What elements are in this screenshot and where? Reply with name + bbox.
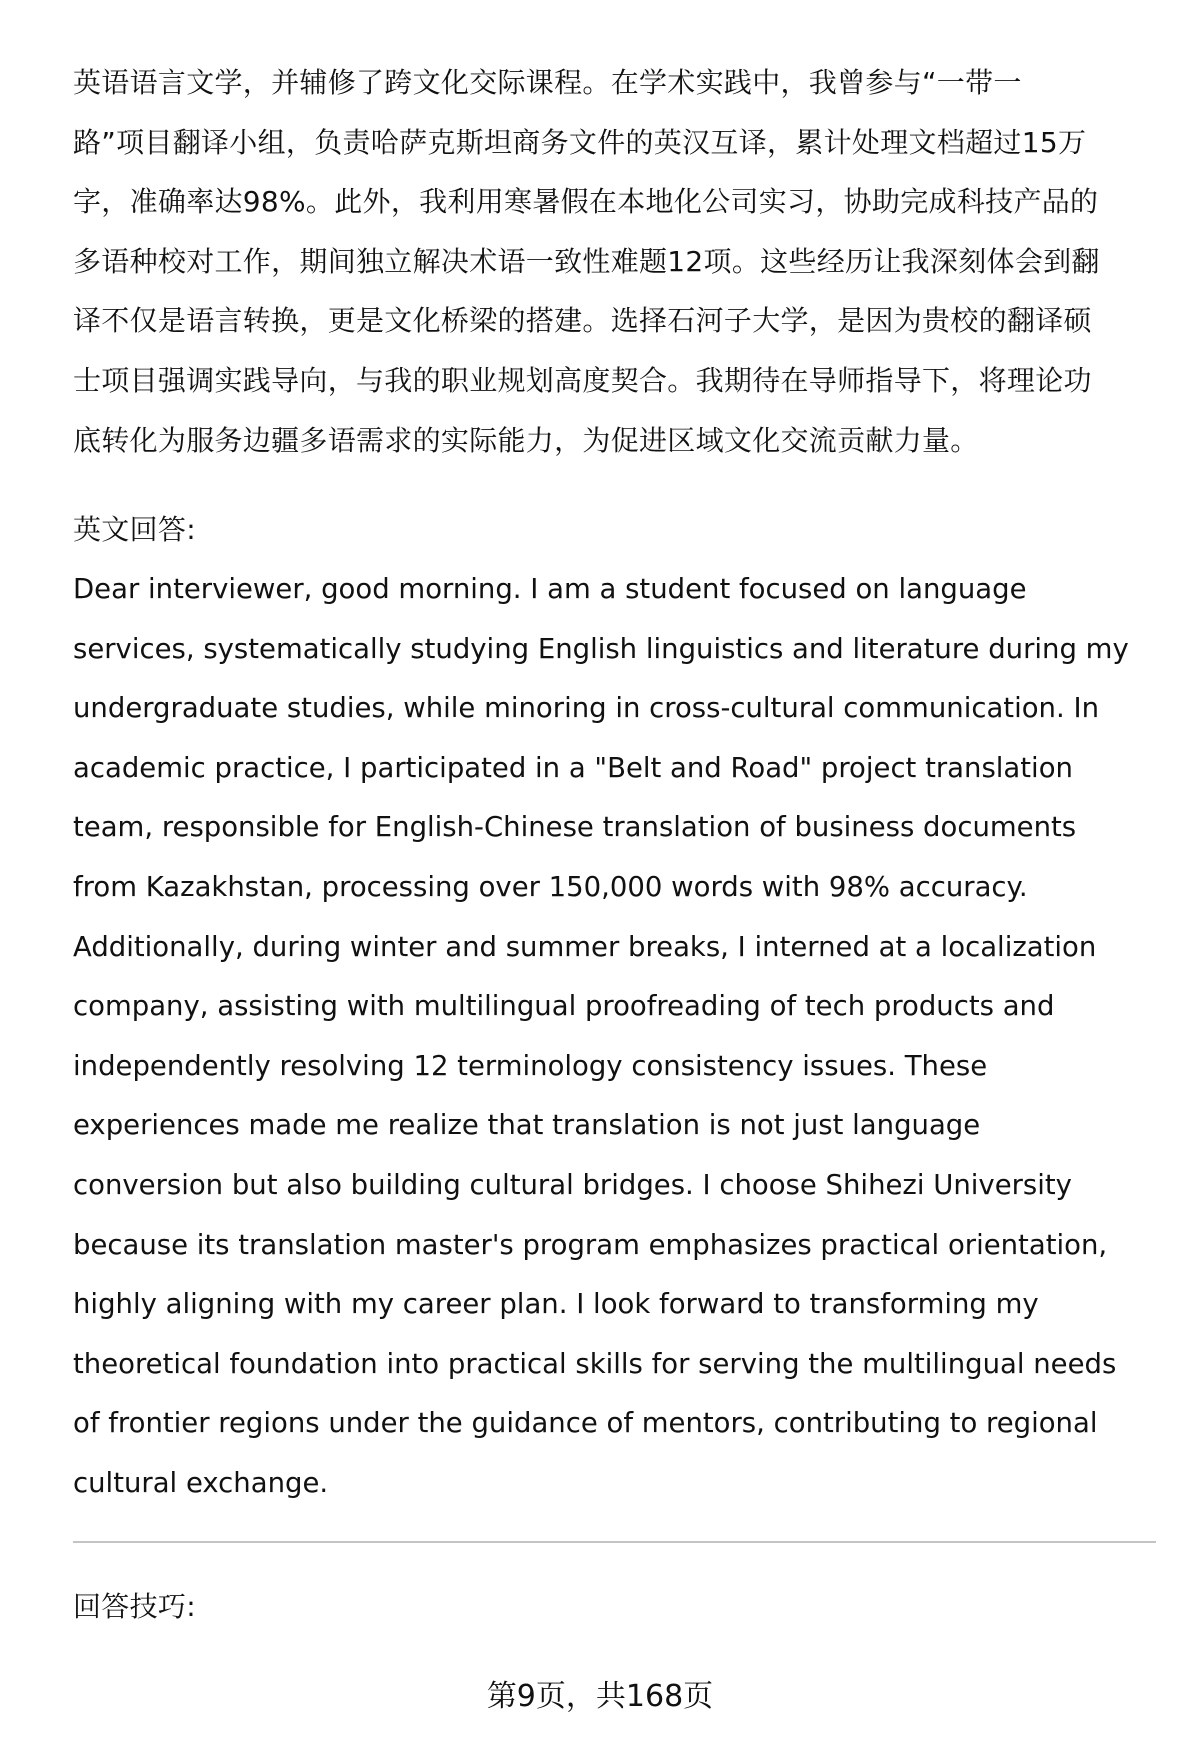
text-line: from Kazakhstan, processing over 150,000 words with 98% accuracy. xyxy=(73,871,1028,903)
text-line: conversion but also building cultural bridges. I choose Shihezi University xyxy=(73,1169,1072,1201)
text-line: cultural exchange. xyxy=(73,1467,329,1499)
text-line: 英语语言文学，并辅修了跨文化交际课程。在学术实践中，我曾参与“一带一 xyxy=(73,66,1022,99)
english-answer-heading: 英文回答: xyxy=(73,513,196,546)
text-line: independently resolving 12 terminology consistency issues. These xyxy=(73,1049,988,1082)
divider xyxy=(73,1541,1156,1543)
text-line: 译不仅是语言转换，更是文化桥梁的搭建。选择石河子大学，是因为贵校的翻译硕 xyxy=(73,304,1092,338)
text-line: academic practice, I participated in a "Belt and Road" project translation xyxy=(73,751,1073,784)
text-line: because its translation master's program emphasizes practical orientation, xyxy=(73,1228,1108,1261)
text-line: 路”项目翻译小组，负责哈萨克斯坦商务文件的英汉互译，累计处理文档超过15万 xyxy=(73,125,1087,159)
text-line: 底转化为服务边疆多语需求的实际能力，为促进区域文化交流贡献力量。 xyxy=(73,423,979,457)
text-line: services, systematically studying English linguistics and literature during my xyxy=(73,632,1129,665)
text-line: undergraduate studies, while minoring in cross-cultural communication. In xyxy=(73,692,1099,725)
text-line: of frontier regions under the guidance of mentors, contributing to regional xyxy=(73,1407,1098,1440)
text-line: 多语种校对工作，期间独立解决术语一致性难题12项。这些经历让我深刻体会到翻 xyxy=(73,244,1100,278)
page-footer: 第9页，共168页 xyxy=(486,1679,714,1714)
text-line: highly aligning with my career plan. I look forward to transforming my xyxy=(73,1288,1039,1321)
tips-heading: 回答技巧: xyxy=(73,1590,196,1623)
text-line: Additionally, during winter and summer breaks, I interned at a localization xyxy=(73,930,1097,963)
text-line: experiences made me realize that translation is not just language xyxy=(73,1109,981,1142)
text-line: 士项目强调实践导向，与我的职业规划高度契合。我期待在导师指导下，将理论功 xyxy=(73,364,1092,397)
text-line: team, responsible for English-Chinese translation of business documents xyxy=(73,811,1077,844)
text-line: theoretical foundation into practical skills for serving the multilingual needs xyxy=(73,1347,1117,1380)
text-line: Dear interviewer, good morning. I am a student focused on language xyxy=(73,573,1027,605)
text-line: company, assisting with multilingual proofreading of tech products and xyxy=(73,990,1055,1023)
text-line: 字，准确率达98%。此外，我利用寒暑假在本地化公司实习，协助完成科技产品的 xyxy=(73,185,1099,219)
